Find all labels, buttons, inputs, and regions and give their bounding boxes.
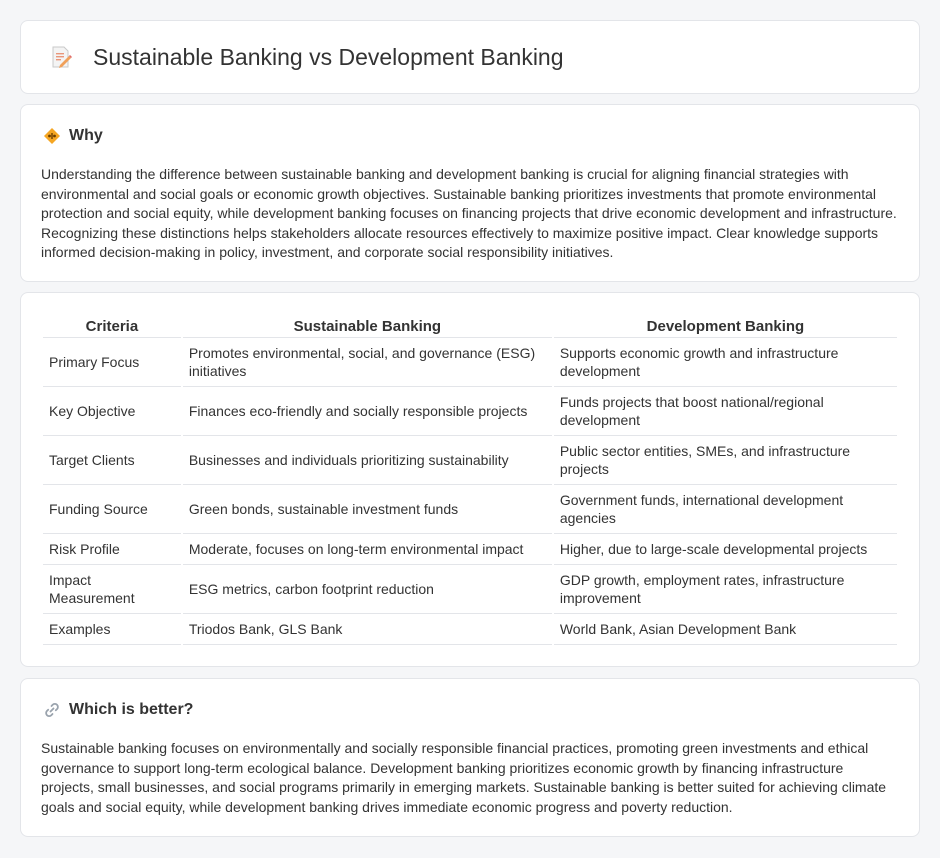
diamond-sign-icon [43, 127, 61, 145]
criteria-cell: Impact Measurement [43, 565, 181, 614]
why-body: Understanding the difference between sustainable banking and development banking is crucial for aligning financial strategies with environmental and social goals or economic growth objectives. Sustainable banking prioritizes investments that promote environmental protection and social equity, while development banking focuses on financing projects that drive economic development and infrastructure. Recognizing these distinctions helps stakeholders allocate resources effectively to maximize positive impact. Clear knowledge supports informed decision-making in policy, investment, and corporate social responsibility initiatives. [41, 166, 897, 261]
comparison-table [41, 314, 899, 645]
criteria-cell: Risk Profile [43, 534, 181, 565]
development-cell: GDP growth, employment rates, infrastructure improvement [554, 565, 897, 614]
sustainable-cell: Promotes environmental, social, and governance (ESG) initiatives [183, 338, 552, 387]
criteria-cell: Funding Source [43, 485, 181, 534]
development-cell: Higher, due to large-scale developmental projects [554, 534, 897, 565]
development-cell: Government funds, international development agencies [554, 485, 897, 534]
sustainable-cell: Triodos Bank, GLS Bank [183, 614, 552, 645]
criteria-cell: Target Clients [43, 436, 181, 485]
sustainable-cell: ESG metrics, carbon footprint reduction [183, 565, 552, 614]
document-pencil-icon [49, 45, 73, 69]
why-section [20, 104, 920, 282]
table-row [43, 534, 897, 565]
sustainable-cell: Businesses and individuals prioritizing sustainability [183, 436, 552, 485]
page-title: Sustainable Banking vs Development Banking [93, 43, 564, 70]
sustainable-cell: Moderate, focuses on long-term environmental impact [183, 534, 552, 565]
better-body: Sustainable banking focuses on environmentally and socially responsible financial practices, promoting green investments and ethical governance to support long-term ecological balance. Development banking prioritizes economic growth by financing infrastructure projects, small businesses, and social programs primarily in emerging markets. Sustainable banking is better suited for achieving climate goals and social equity, while development banking drives immediate economic progress and poverty reduction. [41, 740, 887, 815]
comparison-table-card [20, 292, 920, 667]
header-development-banking: Development Banking [554, 314, 897, 338]
criteria-cell: Primary Focus [43, 338, 181, 387]
link-icon [43, 701, 61, 719]
development-cell: World Bank, Asian Development Bank [554, 614, 897, 645]
criteria-cell: Key Objective [43, 387, 181, 436]
table-row [43, 614, 897, 645]
table-row [43, 565, 897, 614]
sustainable-cell: Green bonds, sustainable investment funds [183, 485, 552, 534]
which-is-better-section [20, 678, 920, 837]
development-cell: Supports economic growth and infrastructure development [554, 338, 897, 387]
sustainable-cell: Finances eco-friendly and socially responsible projects [183, 387, 552, 436]
better-heading: Which is better? [69, 701, 194, 718]
table-row [43, 436, 897, 485]
table-header-row [43, 314, 897, 338]
development-cell: Public sector entities, SMEs, and infrastructure projects [554, 436, 897, 485]
criteria-cell: Examples [43, 614, 181, 645]
header-sustainable-banking: Sustainable Banking [183, 314, 552, 338]
header-card [20, 20, 920, 94]
development-cell: Funds projects that boost national/regional development [554, 387, 897, 436]
table-row [43, 485, 897, 534]
table-row [43, 338, 897, 387]
header-criteria: Criteria [43, 314, 181, 338]
why-heading: Why [69, 127, 103, 144]
table-row [43, 387, 897, 436]
